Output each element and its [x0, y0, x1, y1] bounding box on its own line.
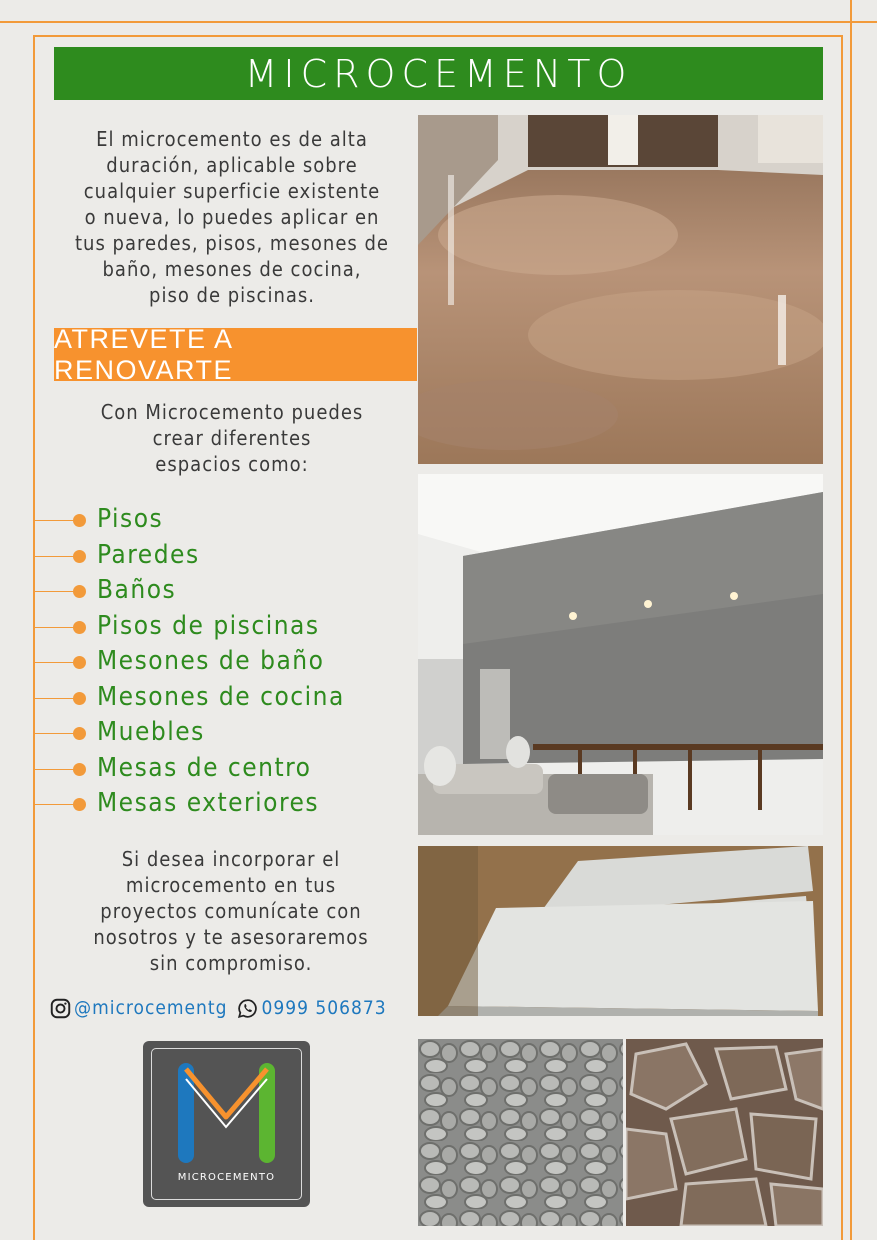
- brand-logo: [143, 1041, 310, 1207]
- logo-m-icon: [176, 1057, 277, 1166]
- list-item: [0, 751, 410, 787]
- use-label: Paredes: [97, 539, 200, 570]
- bullet-icon: [73, 585, 86, 598]
- connector-line: [34, 627, 78, 628]
- bullet-icon: [73, 656, 86, 669]
- phone-number[interactable]: 0999 506873: [261, 997, 387, 1019]
- intro-line: El microcemento es de alta: [96, 127, 368, 151]
- slabs-photo: [418, 846, 823, 1016]
- intro-line: o nueva, lo puedes aplicar en: [84, 205, 380, 229]
- bullet-icon: [73, 727, 86, 740]
- sub-intro-line: Con Microcemento puedes: [100, 400, 364, 424]
- intro-line: duración, aplicable sobre: [106, 153, 358, 177]
- connector-line: [34, 662, 78, 663]
- page-title: MICROCEMENTO: [54, 47, 823, 100]
- sub-intro-line: crear diferentes: [152, 426, 312, 450]
- contact-line: proyectos comunícate con: [100, 899, 362, 923]
- intro-line: tus paredes, pisos, mesones de: [75, 231, 389, 255]
- logo-wordmark: MICROCEMENTO: [177, 1172, 276, 1183]
- contact-line: microcemento en tus: [125, 873, 337, 897]
- use-label: Baños: [97, 575, 177, 605]
- contact-line: Si desea incorporar el: [121, 847, 341, 871]
- floor-photo: [418, 115, 823, 464]
- frame-line: [33, 35, 843, 37]
- connector-line: [34, 520, 78, 521]
- list-item: [0, 680, 410, 716]
- list-item: [0, 786, 410, 822]
- frame-line: [841, 35, 843, 1240]
- intro-line: piso de piscinas.: [149, 283, 315, 307]
- intro-line: baño, mesones de cocina,: [102, 257, 362, 281]
- wall-photo: [418, 474, 823, 835]
- bullet-icon: [73, 550, 86, 563]
- instagram-icon[interactable]: [50, 998, 71, 1019]
- intro-paragraph: [64, 126, 400, 308]
- use-label: Pisos: [97, 504, 164, 534]
- connector-line: [34, 733, 78, 734]
- contact-paragraph: [70, 846, 392, 976]
- connector-line: [34, 804, 78, 805]
- contact-line: sin compromiso.: [149, 951, 313, 975]
- uses-list: [0, 502, 410, 822]
- bullet-icon: [73, 692, 86, 705]
- frame-line: [850, 0, 852, 1240]
- list-item: [0, 573, 410, 609]
- instagram-handle[interactable]: @microcementg: [74, 997, 228, 1019]
- use-label: Muebles: [97, 717, 205, 747]
- stone-texture-photo: [418, 1039, 623, 1226]
- list-item: [0, 715, 410, 751]
- social-links: [50, 994, 410, 1022]
- sub-intro-line: espacios como:: [155, 452, 309, 476]
- list-item: [0, 644, 410, 680]
- intro-line: cualquier superficie existente: [83, 179, 381, 203]
- list-item: [0, 502, 410, 538]
- use-label: Mesones de cocina: [97, 681, 345, 712]
- whatsapp-icon[interactable]: [237, 998, 258, 1019]
- sub-intro: [64, 399, 400, 477]
- use-label: Pisos de piscinas: [97, 610, 320, 641]
- list-item: [0, 609, 410, 645]
- frame-line: [0, 21, 877, 23]
- use-label: Mesones de baño: [97, 646, 325, 676]
- cta-banner: ATREVETE A RENOVARTE: [54, 328, 417, 381]
- use-label: Mesas de centro: [97, 752, 312, 783]
- connector-line: [34, 591, 78, 592]
- connector-line: [34, 769, 78, 770]
- connector-line: [34, 698, 78, 699]
- connector-line: [34, 556, 78, 557]
- stone-texture-photo: [626, 1039, 823, 1226]
- bullet-icon: [73, 514, 86, 527]
- list-item: [0, 538, 410, 574]
- bullet-icon: [73, 763, 86, 776]
- contact-line: nosotros y te asesoraremos: [93, 925, 369, 949]
- use-label: Mesas exteriores: [97, 788, 320, 818]
- bullet-icon: [73, 798, 86, 811]
- bullet-icon: [73, 621, 86, 634]
